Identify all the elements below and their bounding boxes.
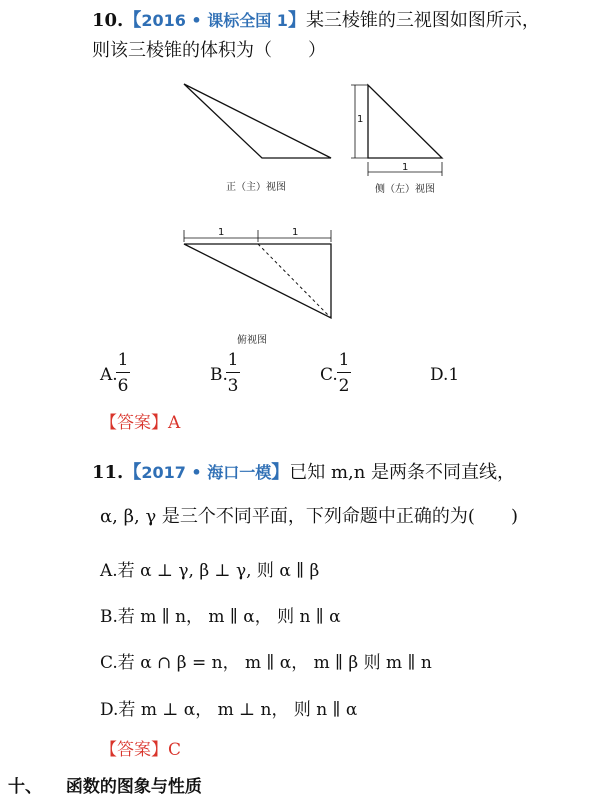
q11-header <box>92 458 515 484</box>
q10-option-b-label: B. <box>210 365 228 385</box>
front-view-triangle <box>184 84 331 158</box>
q10-number: 10. <box>92 10 124 31</box>
q10-answer-value: A <box>168 413 181 433</box>
top-dim-label-right: 1 <box>292 227 299 238</box>
section-number: 十、 <box>8 777 42 797</box>
top-dim-label-left: 1 <box>218 227 225 238</box>
q11-number: 11. <box>92 462 124 483</box>
top-view-triangle <box>184 244 331 318</box>
q11-option-c: C.若 α ∩ β = n， m ∥ α， m ∥ β 则 m ∥ n <box>100 653 432 673</box>
q10-option-c-label: C. <box>320 365 338 385</box>
q10-stem-line2: 则该三棱锥的体积为（ ） <box>92 40 326 61</box>
q10-source-tag: 2016 • 课标全国 1 <box>141 11 288 30</box>
q10-stem-line1: 某三棱锥的三视图如图所示， <box>305 10 540 31</box>
q11-option-d: D.若 m ⊥ α， m ⊥ n， 则 n ∥ α <box>100 700 358 720</box>
q11-tag-close: 】 <box>271 462 290 483</box>
front-view-caption: 正（主）视图 <box>226 182 286 193</box>
q10-option-b-num: 1 <box>227 350 239 370</box>
side-width-label: 1 <box>402 162 409 173</box>
top-view <box>184 230 331 318</box>
section-title: 函数的图象与性质 <box>65 777 202 797</box>
q10-option-b-fraction <box>226 350 240 396</box>
side-view-caption: 侧（左）视图 <box>375 184 435 195</box>
q10-tag-close: 】 <box>287 10 306 31</box>
q11-answer-value: C <box>168 740 182 760</box>
three-view-figure <box>0 70 600 350</box>
q11-stem-line2: α, β, γ 是三个不同平面，下列命题中正确的为( ) <box>100 506 518 527</box>
q11-option-b: B.若 m ∥ n， m ∥ α， 则 n ∥ α <box>100 607 341 627</box>
section-heading <box>8 772 202 797</box>
fraction-bar <box>226 372 240 373</box>
fraction-bar <box>116 372 130 373</box>
q11-option-a: A.若 α ⊥ γ, β ⊥ γ, 则 α ∥ β <box>100 561 320 581</box>
top-view-caption: 俯视图 <box>237 335 267 346</box>
q10-tag-open: 【 <box>123 10 142 31</box>
q11-answer <box>100 735 181 760</box>
q10-option-d: D.1 <box>430 365 460 385</box>
q11-answer-label: 【答案】 <box>100 740 168 760</box>
q10-answer-label: 【答案】 <box>100 413 168 433</box>
q10-option-c-den: 2 <box>338 376 350 396</box>
side-view <box>351 85 442 176</box>
side-view-triangle <box>368 85 442 158</box>
q10-option-a-fraction <box>116 350 130 396</box>
fraction-bar <box>337 372 351 373</box>
q10-option-c-num: 1 <box>338 350 350 370</box>
q11-stem-line1: 已知 m,n 是两条不同直线， <box>289 462 516 483</box>
q10-option-c-fraction <box>337 350 351 396</box>
q10-answer <box>100 408 180 433</box>
q11-tag-open: 【 <box>123 462 142 483</box>
top-view-hidden-edge <box>258 244 331 318</box>
q10-option-b-den: 3 <box>227 376 239 396</box>
q11-source-tag: 2017 • 海口一模 <box>141 463 272 482</box>
q10-option-a-num: 1 <box>117 350 129 370</box>
q10-header <box>92 6 540 32</box>
q10-option-a-den: 6 <box>117 376 129 396</box>
q10-option-a-label: A. <box>100 365 118 385</box>
side-height-label: 1 <box>357 114 364 125</box>
